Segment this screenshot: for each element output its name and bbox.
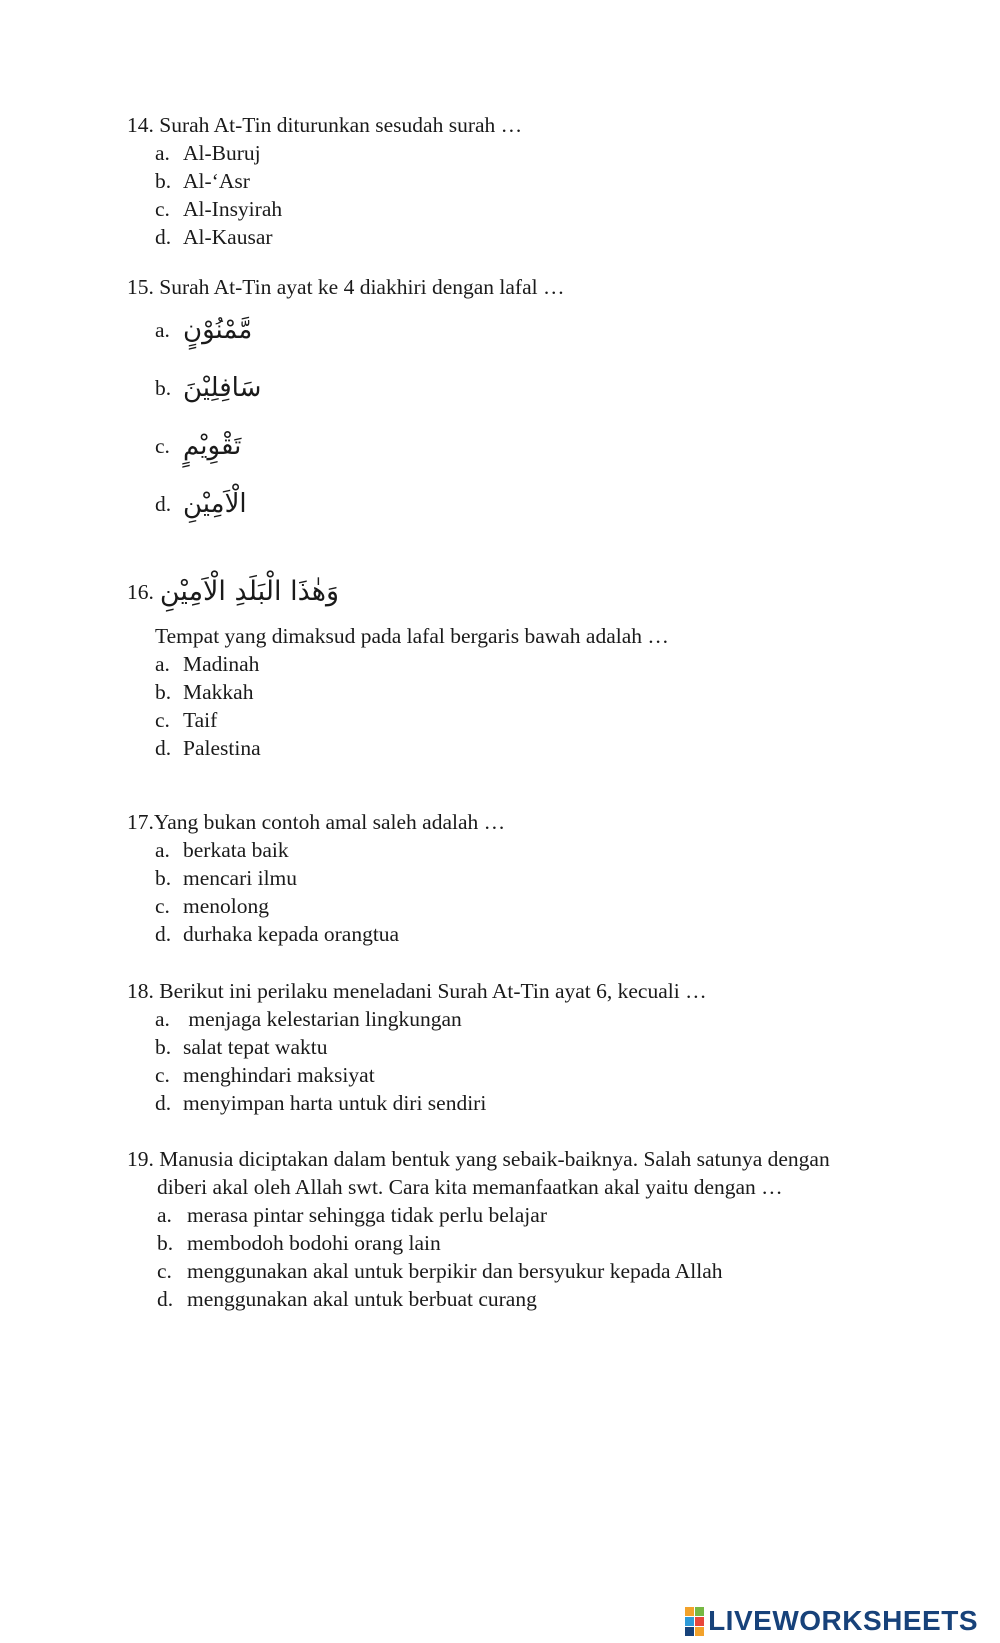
- option-text: Al-Buruj: [183, 141, 261, 165]
- option-text: menyimpan harta untuk diri sendiri: [183, 1091, 487, 1115]
- option-letter: b.: [155, 169, 172, 193]
- option-text: menggunakan akal untuk berpikir dan bersyukur kepada Allah: [187, 1259, 723, 1283]
- option-c[interactable]: [155, 195, 887, 223]
- option-letter: d.: [155, 492, 172, 516]
- option-b[interactable]: [155, 167, 887, 195]
- option-text: Al-‘Asr: [183, 169, 250, 193]
- option-letter: c.: [155, 434, 170, 458]
- logo-text: LIVEWORKSHEETS: [708, 1605, 978, 1636]
- option-arabic-text: الْاَمِيْنِ: [183, 489, 247, 519]
- option-d[interactable]: [155, 1089, 887, 1117]
- option-letter: b.: [157, 1231, 174, 1255]
- option-letter: b.: [155, 680, 172, 704]
- liveworksheets-logo[interactable]: [685, 1605, 978, 1637]
- option-letter: d.: [155, 225, 172, 249]
- option-list: [127, 1201, 867, 1313]
- option-letter: a.: [155, 1007, 170, 1031]
- option-a[interactable]: [155, 650, 887, 678]
- option-a[interactable]: [155, 301, 887, 359]
- option-letter: b.: [155, 376, 172, 400]
- question-15: [127, 273, 887, 533]
- option-a[interactable]: [155, 139, 887, 167]
- question-17: [127, 808, 887, 948]
- question-16: [127, 572, 887, 762]
- option-text: salat tepat waktu: [183, 1035, 328, 1059]
- question-14: [127, 111, 887, 251]
- option-letter: d.: [155, 922, 172, 946]
- option-letter: a.: [155, 318, 170, 342]
- option-a[interactable]: [155, 1005, 887, 1033]
- question-stem: 15. Surah At-Tin ayat ke 4 diakhiri dengan lafal …: [127, 275, 565, 299]
- option-c[interactable]: [155, 706, 887, 734]
- option-b[interactable]: [155, 1033, 887, 1061]
- option-b[interactable]: [155, 359, 887, 417]
- option-a[interactable]: [155, 836, 887, 864]
- question-stem: 19. Manusia diciptakan dalam bentuk yang sebaik-baiknya. Salah satunya dengan diberi akal oleh Allah swt. Cara kita memanfaatkan akal yaitu dengan …: [127, 1147, 830, 1199]
- option-b[interactable]: [155, 864, 887, 892]
- option-d[interactable]: [157, 1285, 867, 1313]
- option-d[interactable]: [155, 920, 887, 948]
- option-d[interactable]: [155, 223, 887, 251]
- option-letter: d.: [155, 736, 172, 760]
- option-d[interactable]: [155, 475, 887, 533]
- option-arabic-text: مَّمْنُوْنٍ: [183, 315, 253, 345]
- option-text: menjaga kelestarian lingkungan: [183, 1007, 462, 1031]
- option-text: menghindari maksiyat: [183, 1063, 375, 1087]
- option-text: merasa pintar sehingga tidak perlu belajar: [187, 1203, 547, 1227]
- option-text: berkata baik: [183, 838, 289, 862]
- question-stem: 14. Surah At-Tin diturunkan sesudah surah …: [127, 113, 523, 137]
- question-stem: 18. Berikut ini perilaku meneladani Surah At-Tin ayat 6, kecuali …: [127, 979, 707, 1003]
- option-c[interactable]: [157, 1257, 867, 1285]
- option-arabic-text: تَقْوِيْمٍ: [183, 431, 242, 461]
- question-16-body: [127, 622, 887, 650]
- option-list: [127, 650, 887, 762]
- option-letter: d.: [157, 1287, 174, 1311]
- option-letter: b.: [155, 866, 172, 890]
- option-a[interactable]: [157, 1201, 867, 1229]
- option-c[interactable]: [155, 892, 887, 920]
- option-c[interactable]: [155, 1061, 887, 1089]
- option-text: membodoh bodohi orang lain: [187, 1231, 441, 1255]
- option-letter: a.: [155, 652, 170, 676]
- liveworksheets-logo-icon: [685, 1607, 704, 1636]
- option-list: [127, 139, 887, 251]
- question-16-header: [127, 572, 887, 612]
- option-list: [127, 836, 887, 948]
- option-text: menolong: [183, 894, 269, 918]
- option-text: menggunakan akal untuk berbuat curang: [187, 1287, 537, 1311]
- option-letter: a.: [155, 838, 170, 862]
- option-text: Al-Insyirah: [183, 197, 283, 221]
- question-number: 16.: [127, 580, 154, 604]
- question-stem: Tempat yang dimaksud pada lafal bergaris bawah adalah …: [155, 624, 669, 648]
- option-text: Makkah: [183, 680, 254, 704]
- question-18: [127, 977, 887, 1117]
- option-text: Al-Kausar: [183, 225, 273, 249]
- option-list: [127, 301, 887, 533]
- option-letter: c.: [155, 197, 170, 221]
- option-b[interactable]: [155, 678, 887, 706]
- option-letter: d.: [155, 1091, 172, 1115]
- option-letter: c.: [155, 1063, 170, 1087]
- option-letter: a.: [157, 1203, 172, 1227]
- option-text: Taif: [183, 708, 218, 732]
- option-text: mencari ilmu: [183, 866, 298, 890]
- option-letter: a.: [155, 141, 170, 165]
- option-text: durhaka kepada orangtua: [183, 922, 400, 946]
- option-text: Madinah: [183, 652, 260, 676]
- option-d[interactable]: [155, 734, 887, 762]
- arabic-verse: وَهٰذَا الْبَلَدِ الْاَمِيْنِ: [159, 576, 340, 607]
- option-arabic-text: سَافِلِيْنَ: [183, 373, 262, 403]
- option-letter: b.: [155, 1035, 172, 1059]
- option-c[interactable]: [155, 417, 887, 475]
- option-letter: c.: [157, 1259, 172, 1283]
- option-text: Palestina: [183, 736, 261, 760]
- question-19: [127, 1145, 867, 1313]
- option-letter: c.: [155, 708, 170, 732]
- option-letter: c.: [155, 894, 170, 918]
- option-list: [127, 1005, 887, 1117]
- question-stem: 17.Yang bukan contoh amal saleh adalah …: [127, 810, 506, 834]
- option-b[interactable]: [157, 1229, 867, 1257]
